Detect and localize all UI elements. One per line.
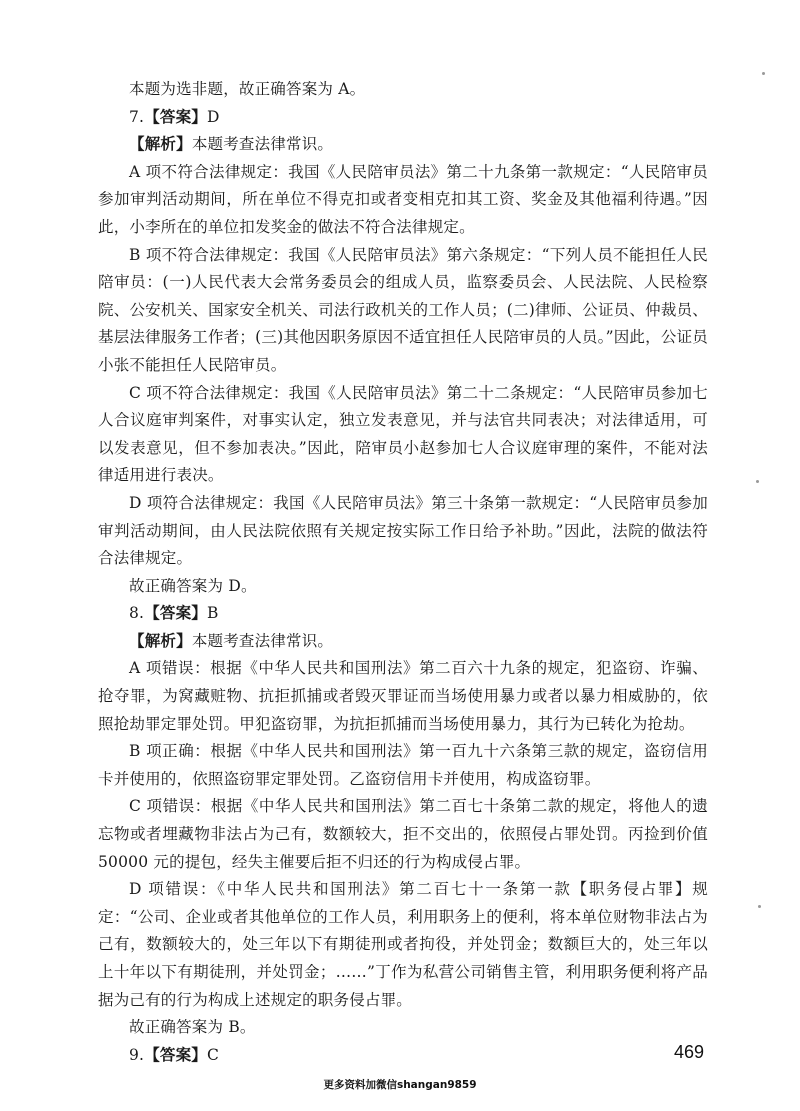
answer-line <box>98 104 708 132</box>
analysis-label: 【解析】 <box>129 135 192 154</box>
paragraph: A 项错误：根据《中华人民共和国刑法》第二百六十九条的规定，犯盗窃、诈骗、抢夺罪，为窝藏赃物、抗拒抓捕或者毁灭罪证而当场使用暴力或者以暴力相威胁的，依照抢劫罪定罪处罚。甲犯盗窃罪，为抗拒抓捕而当场使用暴力，其行为已转化为抢劫。 <box>98 659 708 733</box>
scan-speck <box>758 905 761 908</box>
paragraph: C 项错误：根据《中华人民共和国刑法》第二百七十条第二款的规定，将他人的遗忘物或者埋藏物非法占为己有，数额较大，拒不交出的，依照侵占罪处罚。丙捡到价值 50000 元的提包，经失主催要后拒不归还的行为构成侵占罪。 <box>98 797 708 871</box>
answer-value: D <box>207 107 220 126</box>
footer-note: 更多资料加微信shangan9859 <box>323 1079 477 1091</box>
answer-label: 【答案】 <box>144 604 208 623</box>
paragraph: 本题为选非题，故正确答案为 A。 <box>129 80 366 98</box>
answer-line <box>98 600 708 628</box>
analysis-line <box>98 628 708 656</box>
scan-speck <box>762 72 765 75</box>
analysis-intro: 本题考查法律常识。 <box>191 135 334 154</box>
analysis-line <box>98 131 708 159</box>
page-body <box>98 76 708 1069</box>
answer-value: C <box>207 1045 220 1064</box>
paragraph: C 项不符合法律规定：我国《人民陪审员法》第二十二条规定：“人民陪审员参加七人合议庭审判案件，对事实认定，独立发表意见，并与法官共同表决；对法律适用，可以发表意见，但不参加表决。”因此，陪审员小赵参加七人合议庭审理的案件，不能对法律适用进行表决。 <box>98 383 708 485</box>
paragraph: D 项错误：《中华人民共和国刑法》第二百七十一条第一款【职务侵占罪】规定：“公司、企业或者其他单位的工作人员，利用职务上的便利，将本单位财物非法占为己有，数额较大的，处三年以下有期徒刑或者拘役，并处罚金；数额巨大的，处三年以上十年以下有期徒刑，并处罚金；……”丁作为私营公司销售主管，利用职务便利将产品据为己有的行为构成上述规定的职务侵占罪。 <box>98 880 708 1009</box>
paragraph: A 项不符合法律规定：我国《人民陪审员法》第二十九条第一款规定：“人民陪审员参加审判活动期间，所在单位不得克扣或者变相克扣其工资、奖金及其他福利待遇。”因此，小李所在的单位扣发奖金的做法不符合法律规定。 <box>98 162 708 236</box>
question-number: 8. <box>129 604 145 623</box>
paragraph: 故正确答案为 D。 <box>129 576 257 595</box>
paragraph: 故正确答案为 B。 <box>129 1018 256 1037</box>
page-number: 469 <box>674 1042 705 1062</box>
answer-value: B <box>207 604 219 623</box>
answer-label: 【答案】 <box>144 107 208 126</box>
analysis-intro: 本题考查法律常识。 <box>191 631 334 650</box>
paragraph: B 项正确：根据《中华人民共和国刑法》第一百九十六条第三款的规定，盗窃信用卡并使用的，依照盗窃罪定罪处罚。乙盗窃信用卡并使用，构成盗窃罪。 <box>98 742 708 788</box>
question-number: 9. <box>129 1045 145 1064</box>
answer-line <box>98 1042 708 1070</box>
scan-speck <box>756 480 759 483</box>
paragraph: D 项符合法律规定：我国《人民陪审员法》第三十条第一款规定：“人民陪审员参加审判活动期间，由人民法院依照有关规定按实际工作日给予补助。”因此，法院的做法符合法律规定。 <box>98 493 708 568</box>
analysis-label: 【解析】 <box>129 631 192 650</box>
question-number: 7. <box>129 107 145 126</box>
paragraph: B 项不符合法律规定：我国《人民陪审员法》第六条规定：“下列人员不能担任人民陪审员：(一)人民代表大会常务委员会的组成人员，监察委员会、人民法院、人民检察院、公安机关、国家安全机关、司法行政机关的工作人员；(二)律师、公证员、仲裁员、基层法律服务工作者；(三)其他因职务原因不适宜担任人民陪审员的人员。”因此，公证员小张不能担任人民陪审员。 <box>98 245 708 374</box>
answer-label: 【答案】 <box>144 1045 208 1064</box>
